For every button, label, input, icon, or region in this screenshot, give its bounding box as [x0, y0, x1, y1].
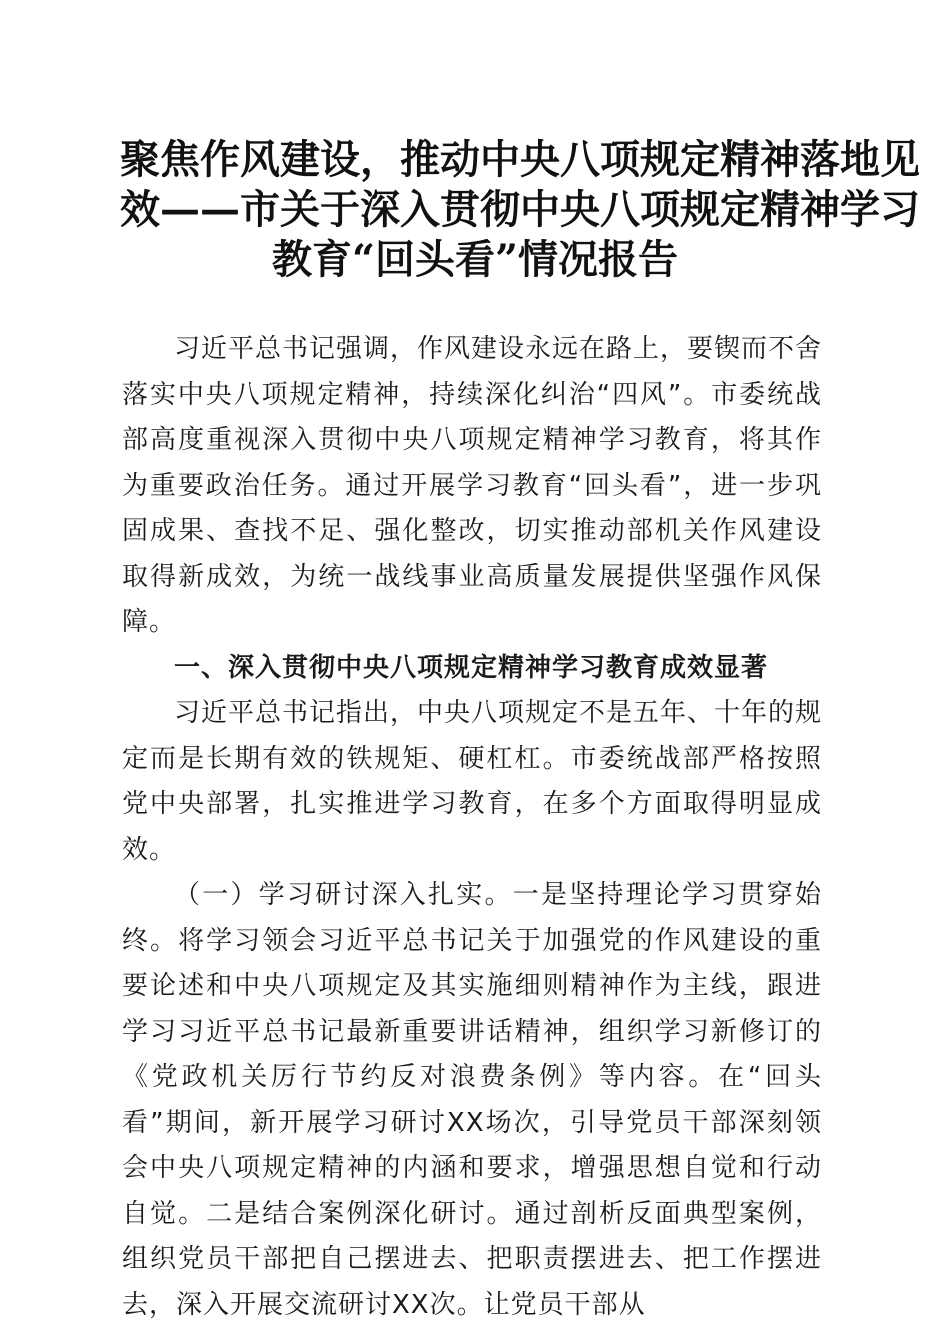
subsection-paragraph	[122, 873, 822, 1328]
title-line-1: 聚焦作风建设，推动中央八项规定精神落地见	[120, 136, 920, 183]
section-paragraph: 习近平总书记指出，中央八项规定不是五年、十年的规定而是长期有效的铁规矩、硬杠杠。市委统战部严格按照党中央部署，扎实推进学习教育，在多个方面取得明显成效。	[122, 698, 823, 865]
section-heading: 一、深入贯彻中央八项规定精神学习教育成效显著	[174, 652, 769, 683]
title-line-2: 效——市关于深入贯彻中央八项规定精神学习	[120, 186, 920, 233]
intro-paragraph: 习近平总书记强调，作风建设永远在路上，要锲而不舍落实中央八项规定精神，持续深化纠治“四风”。市委统战部高度重视深入贯彻中央八项规定精神学习教育，将其作为重要政治任务。通过开展学习教育“回头看”，进一步巩固成果、查找不足、强化整改，切实推动部机关作风建设取得新成效，为统一战线事业高质量发展提供坚强作风保障。	[122, 334, 823, 637]
document-title	[120, 135, 920, 285]
subsection-text: 一是坚持理论学习贯穿始终。将学习领会习近平总书记关于加强党的作风建设的重要论述和中央八项规定及其实施细则精神作为主线，跟进学习习近平总书记最新重要讲话精神，组织学习新修订的《党政机关厉行节约反对浪费条例》等内容。在“回头看”期间，新开展学习研讨XX场次，引导党员干部深刻领会中央八项规定精神的内涵和要求，增强思想自觉和行动自觉。二是结合案例深化研讨。通过剖析反面典型案例，组织党员干部把自己摆进去、把职责摆进去、把工作摆进去，深入开展交流研讨XX次。让党员干部从	[122, 880, 822, 1320]
title-line-3: 教育“回头看”情况报告	[271, 236, 678, 283]
subsection-title: （一）学习研讨深入扎实。	[174, 880, 513, 910]
document-body	[122, 327, 822, 1328]
